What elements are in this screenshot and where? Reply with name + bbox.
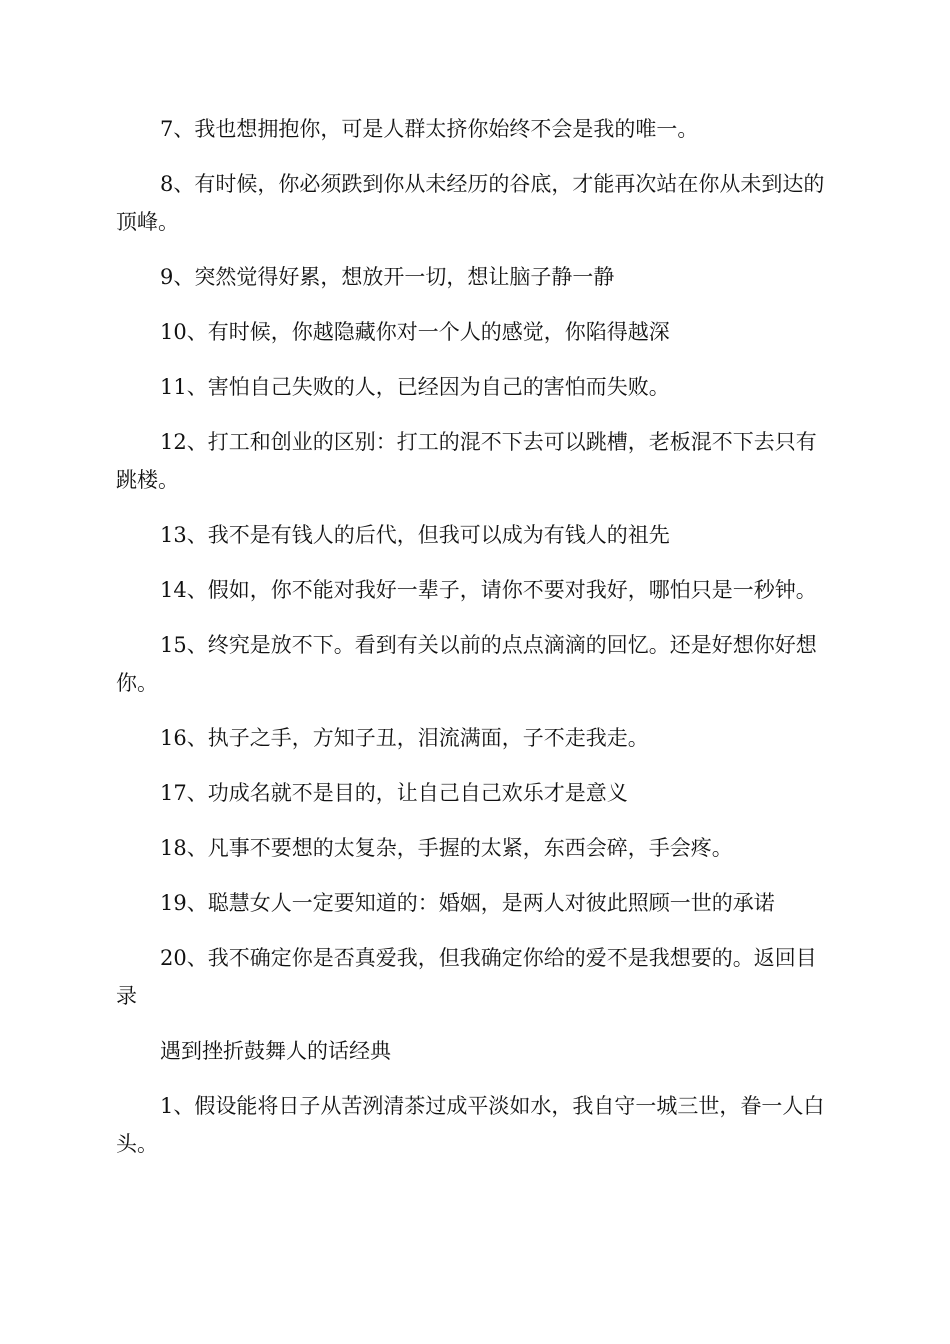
quote-paragraph-16: 16、执子之手，方知子丑，泪流满面，子不走我走。 (160, 726, 649, 750)
section-heading: 遇到挫折鼓舞人的话经典 (160, 1039, 391, 1063)
quote-paragraph-10: 10、有时候，你越隐藏你对一个人的感觉，你陷得越深 (160, 320, 670, 344)
quote-paragraph-11: 11、害怕自己失败的人，已经因为自己的害怕而失败。 (160, 375, 670, 399)
quote-paragraph-19: 19、聪慧女人一定要知道的：婚姻，是两人对彼此照顾一世的承诺 (160, 891, 775, 915)
quote-paragraph-17: 17、功成名就不是目的，让自己自己欢乐才是意义 (160, 781, 628, 805)
quote-paragraph-9: 9、突然觉得好累，想放开一切，想让脑子静一静 (160, 265, 615, 289)
quote-paragraph-7: 7、我也想拥抱你，可是人群太挤你始终不会是我的唯一。 (160, 117, 699, 141)
quote-paragraph-20: 20、我不确定你是否真爱我，但我确定你给的爱不是我想要的。返回目录 (116, 946, 817, 1008)
quote-paragraph-15: 15、终究是放不下。看到有关以前的点点滴滴的回忆。还是好想你好想你。 (116, 633, 817, 695)
quote-paragraph-18: 18、凡事不要想的太复杂，手握的太紧，东西会碎，手会疼。 (160, 836, 733, 860)
quote-paragraph-1: 1、假设能将日子从苦洌清茶过成平淡如水，我自守一城三世，眷一人白头。 (116, 1094, 825, 1156)
quote-paragraph-14: 14、假如，你不能对我好一辈子，请你不要对我好，哪怕只是一秒钟。 (160, 578, 817, 602)
quote-paragraph-13: 13、我不是有钱人的后代，但我可以成为有钱人的祖先 (160, 523, 670, 547)
quote-paragraph-12: 12、打工和创业的区别：打工的混不下去可以跳槽，老板混不下去只有跳楼。 (116, 430, 817, 492)
document-body (116, 110, 834, 1180)
quote-paragraph-8: 8、有时候，你必须跌到你从未经历的谷底，才能再次站在你从未到达的顶峰。 (116, 172, 825, 234)
